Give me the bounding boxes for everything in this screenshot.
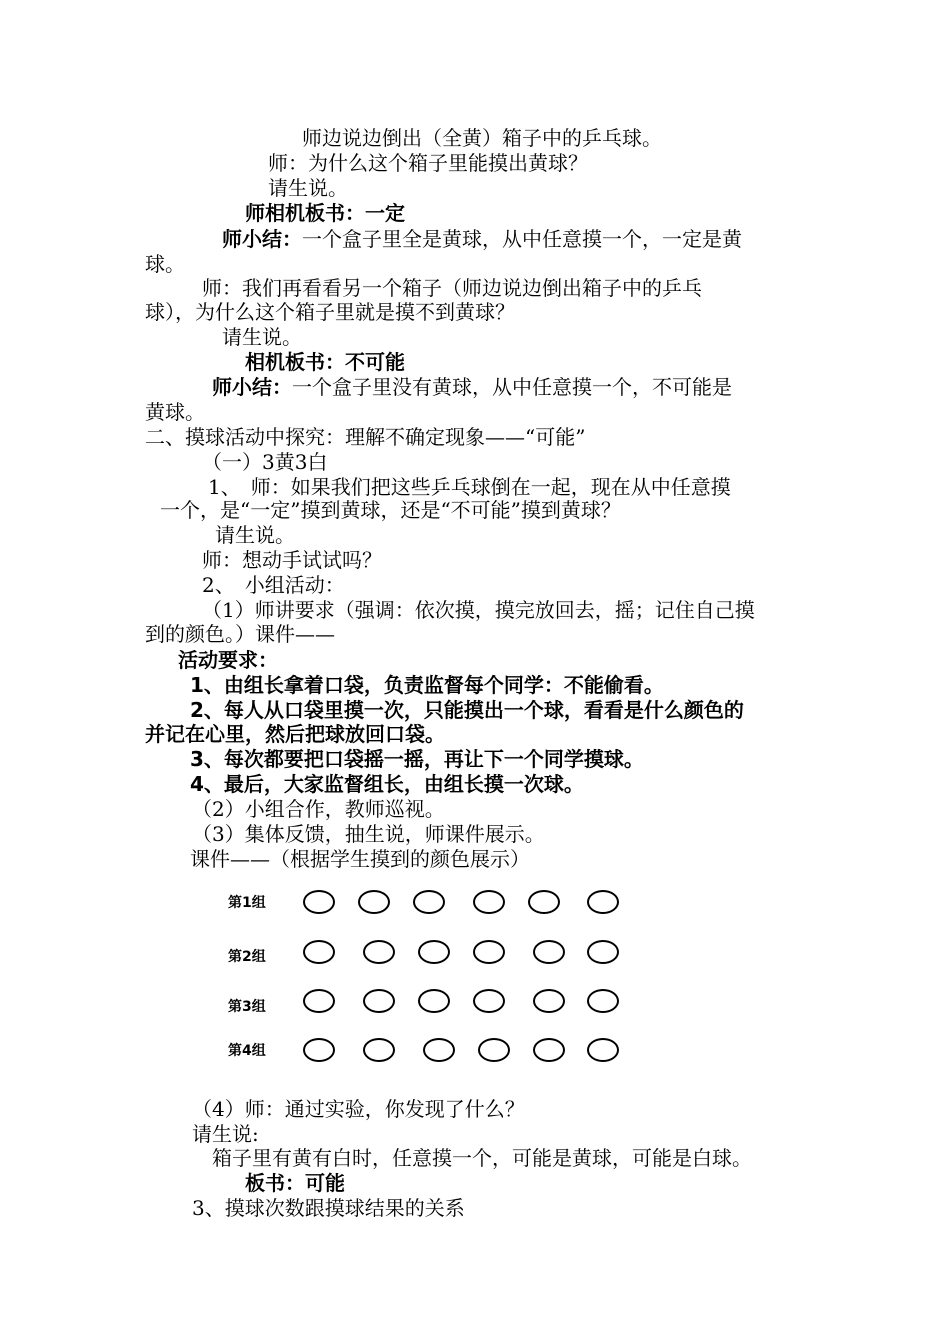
ball-circle: [423, 1038, 455, 1062]
ball-circle: [533, 940, 565, 964]
group-label: 第4组: [228, 1043, 266, 1059]
group-label: 第2组: [228, 949, 266, 965]
ball-circle: [303, 1038, 335, 1062]
ball-circle: [303, 940, 335, 964]
group-label: 第1组: [228, 895, 266, 911]
ball-circle: [418, 989, 450, 1013]
summary-label: 师小结：: [212, 375, 292, 399]
ball-circle: [303, 890, 335, 914]
activity-rule: 2、每人从口袋里摸一次，只能摸出一个球，看看是什么颜色的: [190, 698, 744, 722]
group-label: 第3组: [228, 999, 266, 1015]
text-line: 球。: [145, 252, 185, 276]
activity-rule: 1、由组长拿着口袋，负责监督每个同学：不能偷看。: [190, 673, 664, 697]
text-line: 球），为什么这个箱子里就是摸不到黄球？: [145, 300, 515, 324]
ball-circle: [587, 1038, 619, 1062]
ball-circle: [363, 1038, 395, 1062]
board-writing: 师相机板书：一定: [245, 201, 405, 225]
text-line: 请生说。: [222, 325, 302, 349]
ball-circle: [533, 989, 565, 1013]
activity-rule: 并记在心里，然后把球放回口袋。: [145, 722, 445, 746]
text-line: 箱子里有黄有白时，任意摸一个，可能是黄球，可能是白球。: [212, 1146, 752, 1170]
ball-circle: [528, 890, 560, 914]
text-line: 课件——（根据学生摸到的颜色展示）: [190, 847, 530, 871]
summary-text: 一个盒子里没有黄球，从中任意摸一个，不可能是: [292, 375, 732, 399]
ball-circle: [303, 989, 335, 1013]
summary-line: [212, 375, 732, 399]
text-line: 师边说边倒出（全黄）箱子中的乒乓球。: [302, 126, 662, 150]
text-line: 1、 师：如果我们把这些乒乓球倒在一起，现在从中任意摸: [208, 475, 731, 499]
ball-circle: [473, 940, 505, 964]
ball-circle: [587, 890, 619, 914]
ball-circle: [473, 989, 505, 1013]
text-line: 黄球。: [145, 400, 205, 424]
text-line: （一）3黄3白: [202, 450, 328, 474]
text-line: 一个，是“一定”摸到黄球，还是“不可能”摸到黄球？: [160, 498, 621, 522]
text-line: （4）师：通过实验，你发现了什么？: [192, 1097, 525, 1121]
text-line: 请生说。: [215, 523, 295, 547]
summary-line: [222, 227, 742, 251]
ball-circle: [363, 940, 395, 964]
text-line: 3、摸球次数跟摸球结果的关系: [192, 1196, 465, 1220]
ball-circle: [418, 940, 450, 964]
ball-circle: [533, 1038, 565, 1062]
ball-circle: [587, 940, 619, 964]
ball-circle: [473, 890, 505, 914]
activity-rule: 4、最后，大家监督组长，由组长摸一次球。: [190, 772, 584, 796]
text-line: 师：想动手试试吗？: [202, 548, 382, 572]
section-heading: 二、摸球活动中探究：理解不确定现象——“可能”: [145, 425, 586, 449]
text-line: （3）集体反馈，抽生说，师课件展示。: [192, 822, 545, 846]
text-line: 2、 小组活动：: [202, 573, 345, 597]
text-line: 师：为什么这个箱子里能摸出黄球？: [268, 151, 588, 175]
ball-circle: [413, 890, 445, 914]
text-line: （2）小组合作，教师巡视。: [192, 797, 445, 821]
activity-title: 活动要求：: [178, 648, 278, 672]
text-line: 到的颜色。）课件——: [145, 622, 335, 646]
ball-circle: [363, 989, 395, 1013]
text-line: 请生说。: [268, 176, 348, 200]
text-line: 请生说:: [192, 1122, 259, 1146]
summary-label: 师小结：: [222, 227, 302, 251]
board-writing: 相机板书：不可能: [245, 350, 405, 374]
ball-circle: [358, 890, 390, 914]
board-writing: 板书：可能: [245, 1171, 345, 1195]
summary-text: 一个盒子里全是黄球，从中任意摸一个，一定是黄: [302, 227, 742, 251]
text-line: 师：我们再看看另一个箱子（师边说边倒出箱子中的乒乓: [202, 276, 702, 300]
ball-circle: [478, 1038, 510, 1062]
activity-rule: 3、每次都要把口袋摇一摇，再让下一个同学摸球。: [190, 747, 644, 771]
ball-circle: [587, 989, 619, 1013]
text-line: （1）师讲要求（强调：依次摸，摸完放回去，摇；记住自己摸: [202, 598, 755, 622]
